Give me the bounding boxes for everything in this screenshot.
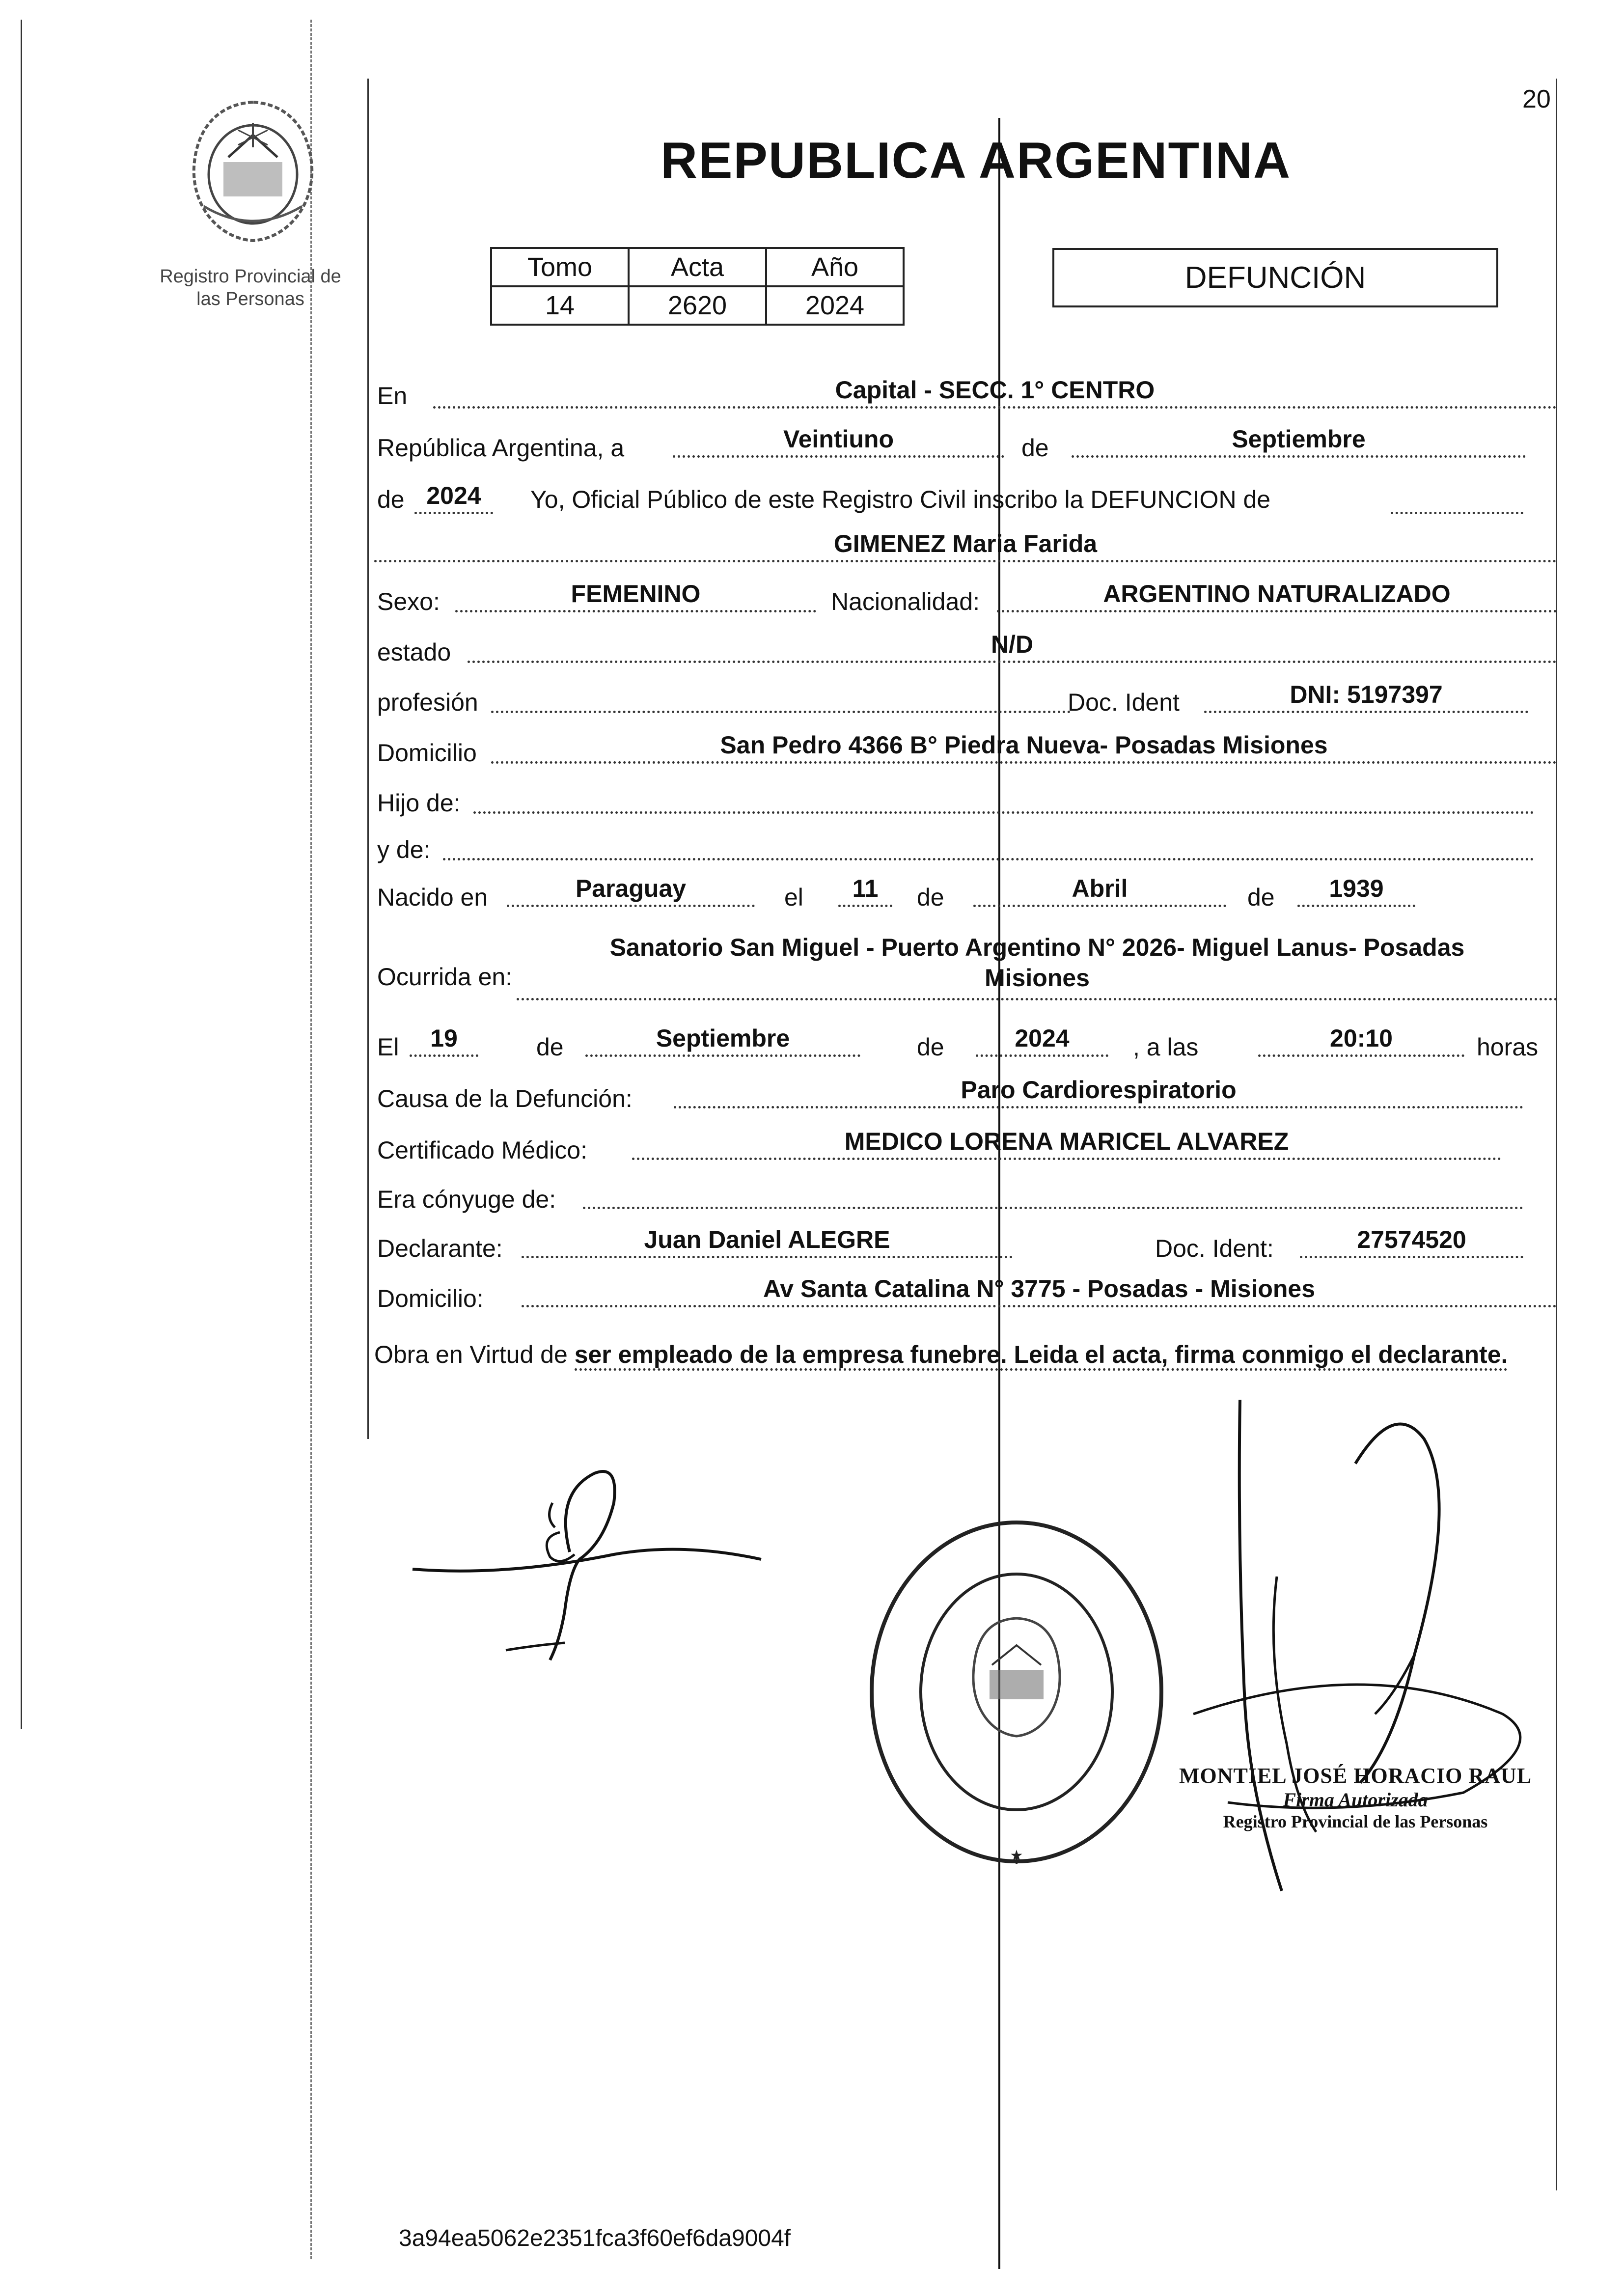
row-certificado	[374, 1127, 1558, 1166]
label-a-las: , a las	[1133, 1033, 1199, 1061]
row-lugar-defuncion	[374, 933, 1558, 1007]
field-doc-ident-declarante: 27574520	[1300, 1225, 1523, 1258]
field-causa: Paro Cardiorespiratorio	[674, 1076, 1523, 1108]
record-table-header-row	[491, 248, 904, 286]
left-margin-line	[21, 20, 22, 1729]
declarant-signature-drawing	[408, 1454, 781, 1689]
label-horas: horas	[1477, 1033, 1539, 1061]
field-mes-inscripcion: Septiembre	[1072, 425, 1526, 458]
record-table-value-row	[491, 286, 904, 325]
record-type-box	[1052, 248, 1498, 307]
row-en	[374, 376, 1558, 415]
field-lugar-defuncion-linea1: Sanatorio San Miguel - Puerto Argentino N° 2026- Miguel Lanus- Posadas	[609, 934, 1465, 961]
page-number: 20	[1522, 85, 1551, 113]
label-declarante: Declarante:	[377, 1235, 503, 1262]
text-inscripcion: Yo, Oficial Público de este Registro Civil inscribo la DEFUNCION de	[530, 486, 1271, 513]
label-conyuge: Era cónyuge de:	[377, 1186, 556, 1213]
row-domicilio-declarante	[374, 1274, 1558, 1314]
official-signature-block	[1179, 1763, 1532, 1832]
field-domicilio-declarante: Av Santa Catalina N° 3775 - Posadas - Misiones	[522, 1274, 1557, 1307]
cut-guide-line	[310, 20, 312, 2259]
label-domicilio: Domicilio	[377, 739, 477, 767]
row-declarante	[374, 1225, 1558, 1265]
province-seal	[174, 93, 331, 250]
province-seal-icon	[174, 93, 331, 250]
official-organization: Registro Provincial de las Personas	[1223, 1812, 1488, 1831]
label-republica: República Argentina, a	[377, 434, 625, 462]
label-doc-ident-declarante: Doc. Ident:	[1155, 1235, 1274, 1262]
field-hora-defuncion: 20:10	[1258, 1024, 1464, 1057]
label-certificado: Certificado Médico:	[377, 1136, 587, 1164]
declarant-signature	[408, 1454, 781, 1689]
label-de-mes-defuncion: de	[536, 1033, 564, 1061]
label-nacionalidad: Nacionalidad:	[831, 588, 980, 615]
field-declarante: Juan Daniel ALEGRE	[522, 1225, 1013, 1258]
official-name: MONTIEL JOSÉ HORACIO RAUL	[1179, 1764, 1532, 1788]
field-anio-defuncion: 2024	[976, 1024, 1108, 1057]
label-causa: Causa de la Defunción:	[377, 1085, 633, 1112]
field-sexo: FEMENINO	[455, 580, 816, 612]
record-table-value-tomo: 14	[491, 286, 629, 325]
document-title: REPUBLICA ARGENTINA	[661, 132, 1292, 189]
field-profesion	[491, 680, 1071, 713]
field-estado: N/D	[468, 630, 1557, 663]
label-de-anio: de	[377, 486, 405, 513]
row-hijo-de	[374, 781, 1558, 820]
document-hash: 3a94ea5062e2351fca3f60ef6da9004f	[399, 2225, 791, 2251]
label-estado: estado	[377, 638, 451, 666]
label-de-anio-nacimiento: de	[1247, 884, 1275, 911]
field-hijo-de	[473, 781, 1534, 814]
field-lugar-defuncion-linea2: Misiones	[517, 964, 1558, 1000]
field-doc-ident: DNI: 5197397	[1204, 680, 1528, 713]
label-nacido-en: Nacido en	[377, 884, 488, 911]
label-obra-en-virtud: Obra en Virtud de	[374, 1341, 568, 1368]
row-anio-inscripcion	[374, 481, 1558, 521]
record-table-header-tomo: Tomo	[491, 248, 629, 286]
registry-caption	[142, 265, 358, 310]
label-de-mes-nacimiento: de	[917, 884, 944, 911]
row-estado	[374, 630, 1558, 669]
row-obra-en-virtud	[374, 1333, 1558, 1376]
label-el-nacimiento: el	[784, 884, 803, 911]
record-table	[490, 247, 905, 326]
record-type-label: DEFUNCIÓN	[1184, 261, 1366, 295]
field-certificado: MEDICO LORENA MARICEL ALVAREZ	[632, 1127, 1501, 1160]
field-mes-nacimiento: Abril	[973, 874, 1226, 907]
field-nacionalidad: ARGENTINO NATURALIZADO	[997, 580, 1557, 612]
field-nombre-fallecido: GIMENEZ Maria Farida	[374, 529, 1557, 562]
record-table-header-acta: Acta	[629, 248, 766, 286]
row-nombre	[374, 529, 1558, 569]
field-domicilio: San Pedro 4366 B° Piedra Nueva- Posadas Misiones	[491, 731, 1557, 764]
field-empty-tail	[1391, 481, 1523, 514]
record-table-value-acta: 2620	[629, 286, 766, 325]
field-anio-nacimiento: 1939	[1297, 874, 1415, 907]
label-ocurrida-en: Ocurrida en:	[377, 963, 513, 991]
record-table-value-anio: 2024	[766, 286, 904, 325]
field-dia-nacimiento: 11	[838, 874, 892, 907]
row-causa	[374, 1076, 1558, 1115]
label-profesion: profesión	[377, 689, 478, 716]
label-en: En	[377, 382, 408, 410]
field-lugar: Capital - SECC. 1° CENTRO	[433, 376, 1557, 409]
label-de-anio-defuncion: de	[917, 1033, 944, 1061]
label-de-mes: de	[1021, 434, 1049, 462]
row-sexo-nacionalidad	[374, 580, 1558, 619]
label-doc-ident: Doc. Ident	[1068, 689, 1180, 716]
row-fecha-inscripcion	[374, 425, 1558, 464]
field-lugar-nacimiento: Paraguay	[507, 874, 755, 907]
label-el-defuncion: El	[377, 1033, 399, 1061]
field-obra-en-virtud: ser empleado de la empresa funebre. Leida el acta, firma conmigo el declarante.	[575, 1341, 1508, 1371]
row-y-de	[374, 828, 1558, 867]
row-domicilio	[374, 731, 1558, 770]
row-fecha-defuncion	[374, 1024, 1558, 1063]
form-left-border	[367, 79, 369, 1439]
field-mes-defuncion: Septiembre	[585, 1024, 860, 1057]
field-y-de	[443, 828, 1534, 860]
field-dia-inscripcion: Veintiuno	[673, 425, 1004, 458]
label-y-de: y de:	[377, 836, 431, 863]
registry-caption-line1: Registro Provincial de	[160, 266, 341, 287]
label-sexo: Sexo:	[377, 588, 440, 615]
row-profesion-doc	[374, 680, 1558, 719]
label-domicilio-declarante: Domicilio:	[377, 1285, 484, 1312]
field-anio-inscripcion: 2024	[414, 481, 493, 514]
row-conyuge	[374, 1176, 1558, 1216]
field-dia-defuncion: 19	[410, 1024, 478, 1057]
official-role: Firma Autorizada	[1283, 1789, 1428, 1811]
label-hijo-de: Hijo de:	[377, 789, 461, 817]
record-table-header-anio: Año	[766, 248, 904, 286]
svg-text:★: ★	[1010, 1847, 1023, 1864]
field-conyuge	[583, 1176, 1523, 1209]
registry-caption-line2: las Personas	[196, 289, 304, 309]
row-nacimiento	[374, 874, 1558, 913]
